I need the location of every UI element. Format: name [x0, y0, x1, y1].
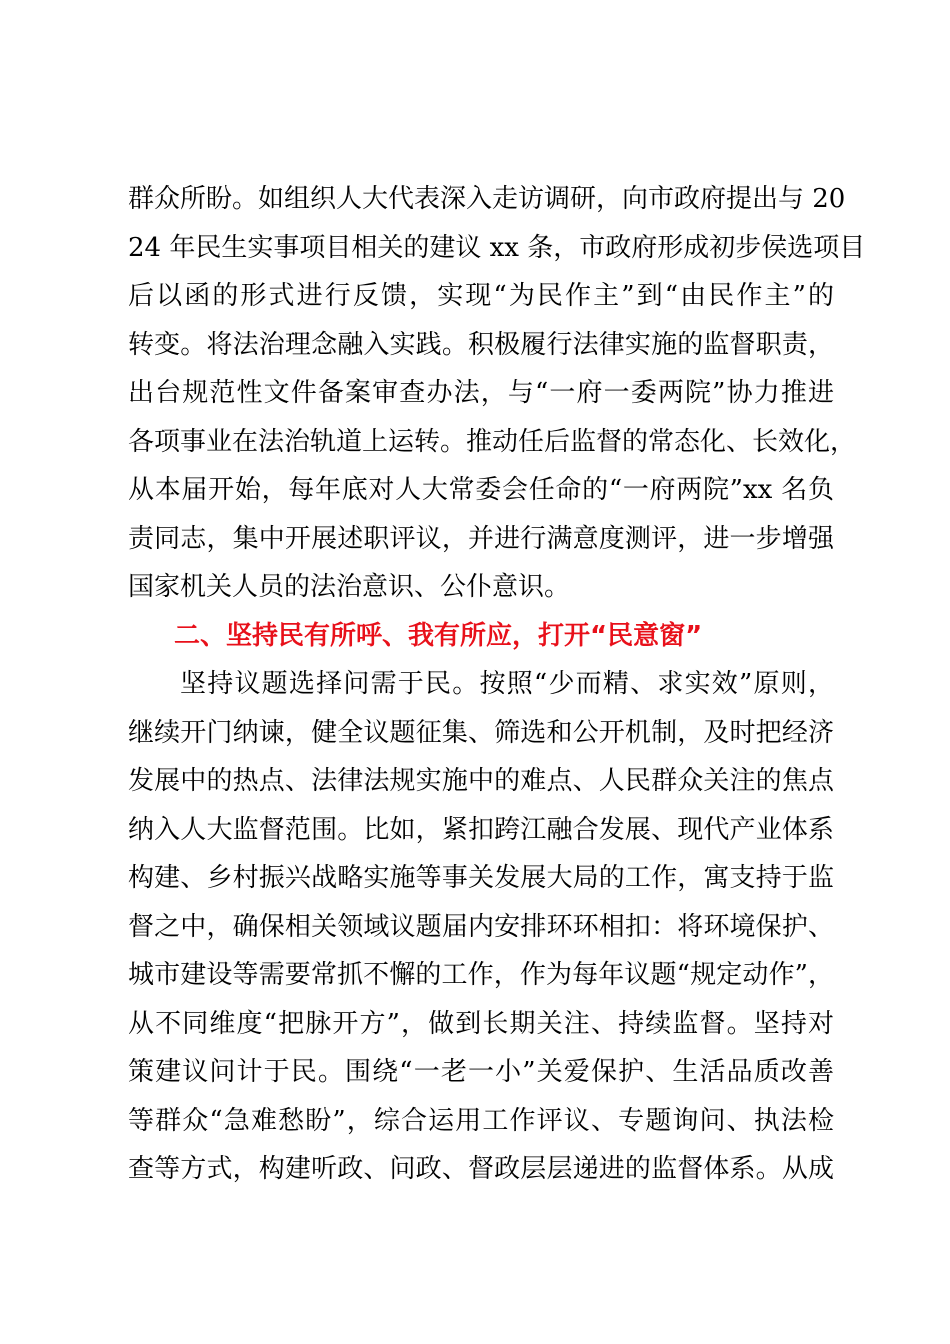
text-line: 等群众“急难愁盼”，综合运用工作评议、专题询问、执法检 — [128, 1105, 834, 1136]
section-heading: 二、坚持民有所呼、我有所应，打开“民意窗” — [174, 620, 703, 651]
text-line: 构建、乡村振兴战略实施等事关发展大局的工作，寓支持于监 — [128, 863, 834, 893]
text-line: 转变。将法治理念融入实践。积极履行法律实施的监督职责， — [128, 329, 834, 360]
text-line: 发展中的热点、法律法规实施中的难点、人民群众关注的焦点 — [128, 766, 834, 796]
text-line: 24 年民生实事项目相关的建议 xx 条，市政府形成初步侯选项目 — [128, 232, 866, 263]
text-line: 城市建设等需要常抓不懈的工作，作为每年议题“规定动作”， — [128, 960, 834, 990]
text-line: 督之中，确保相关领域议题届内安排环环相扣：将环境保护、 — [128, 911, 834, 942]
text-line: 从本届开始，每年底对人大常委会任命的“一府两院”xx 名负 — [128, 475, 834, 505]
document-body — [128, 175, 866, 1194]
text-line: 责同志，集中开展述职评议，并进行满意度测评，进一步增强 — [128, 523, 834, 554]
text-line: 各项事业在法治轨道上运转。推动任后监督的常态化、长效化， — [128, 426, 857, 457]
text-line: 坚持议题选择问需于民。按照“少而精、求实效”原则， — [180, 669, 834, 699]
text-line: 群众所盼。如组织人大代表深入走访调研，向市政府提出与 20 — [128, 184, 846, 214]
text-line: 后以函的形式进行反馈，实现“为民作主”到“由民作主”的 — [128, 281, 834, 311]
text-line: 纳入人大监督范围。比如，紧扣跨江融合发展、现代产业体系 — [128, 814, 834, 845]
text-line: 从不同维度“把脉开方”，做到长期关注、持续监督。坚持对 — [128, 1008, 834, 1039]
text-line: 出台规范性文件备案审查办法，与“一府一委两院”协力推进 — [128, 378, 834, 408]
text-line: 国家机关人员的法治意识、公仆意识。 — [128, 572, 571, 602]
text-line: 查等方式，构建听政、问政、督政层层递进的监督体系。从成 — [128, 1154, 834, 1184]
text-line: 继续开门纳谏，健全议题征集、筛选和公开机制，及时把经济 — [128, 717, 834, 748]
text-line: 策建议问计于民。围绕“一老一小”关爱保护、生活品质改善 — [128, 1057, 834, 1087]
